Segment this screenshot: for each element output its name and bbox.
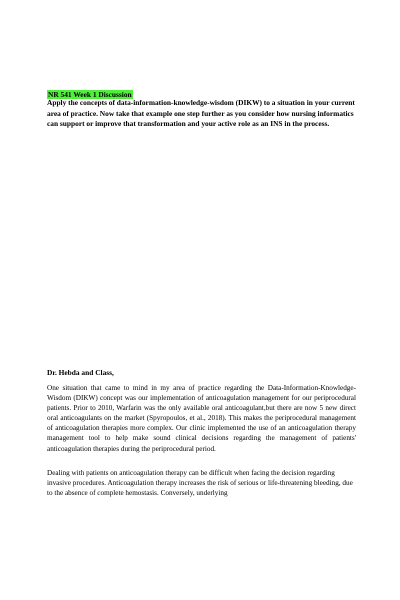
salutation: Dr. Hebda and Class, (47, 368, 114, 377)
body-paragraph-2: Dealing with patients on anticoagulation therapy can be difficult when facing the decision regarding invasive procedures. Anticoagulation therapy increases the risk of serious or life-threatening bleeding, due to the absence of complete hemostasis. Conversely, underlying (47, 469, 353, 498)
discussion-prompt: Apply the concepts of data-information-knowledge-wisdom (DIKW) to a situation in your current area of practice. Now take that example one step further as you consider how nursing informatics can support or improve that transformation and your active role as an INS in the process. (47, 98, 355, 129)
document-heading: NR 541 Week 1 Discussion (48, 90, 132, 99)
body-paragraph-1: One situation that came to mind in my area of practice regarding the Data-Information-Knowledge-Wisdom (DIKW) concept was our implementation of anticoagulation management for our periprocedural patients. Prior to 2010, Warfarin was the only available oral anticoagulant,but there are now 5 new direct oral anticoagulants on the market (Spyropoulos, et al., 2018). This makes the periprocedural management of anticoagulation therapies more complex. Our clinic implemented the use of an anticoagulation therapy management tool to help make sound clinical decisions regarding the management of patients' anticoagulation therapies during the periprocedural period. (47, 384, 356, 453)
